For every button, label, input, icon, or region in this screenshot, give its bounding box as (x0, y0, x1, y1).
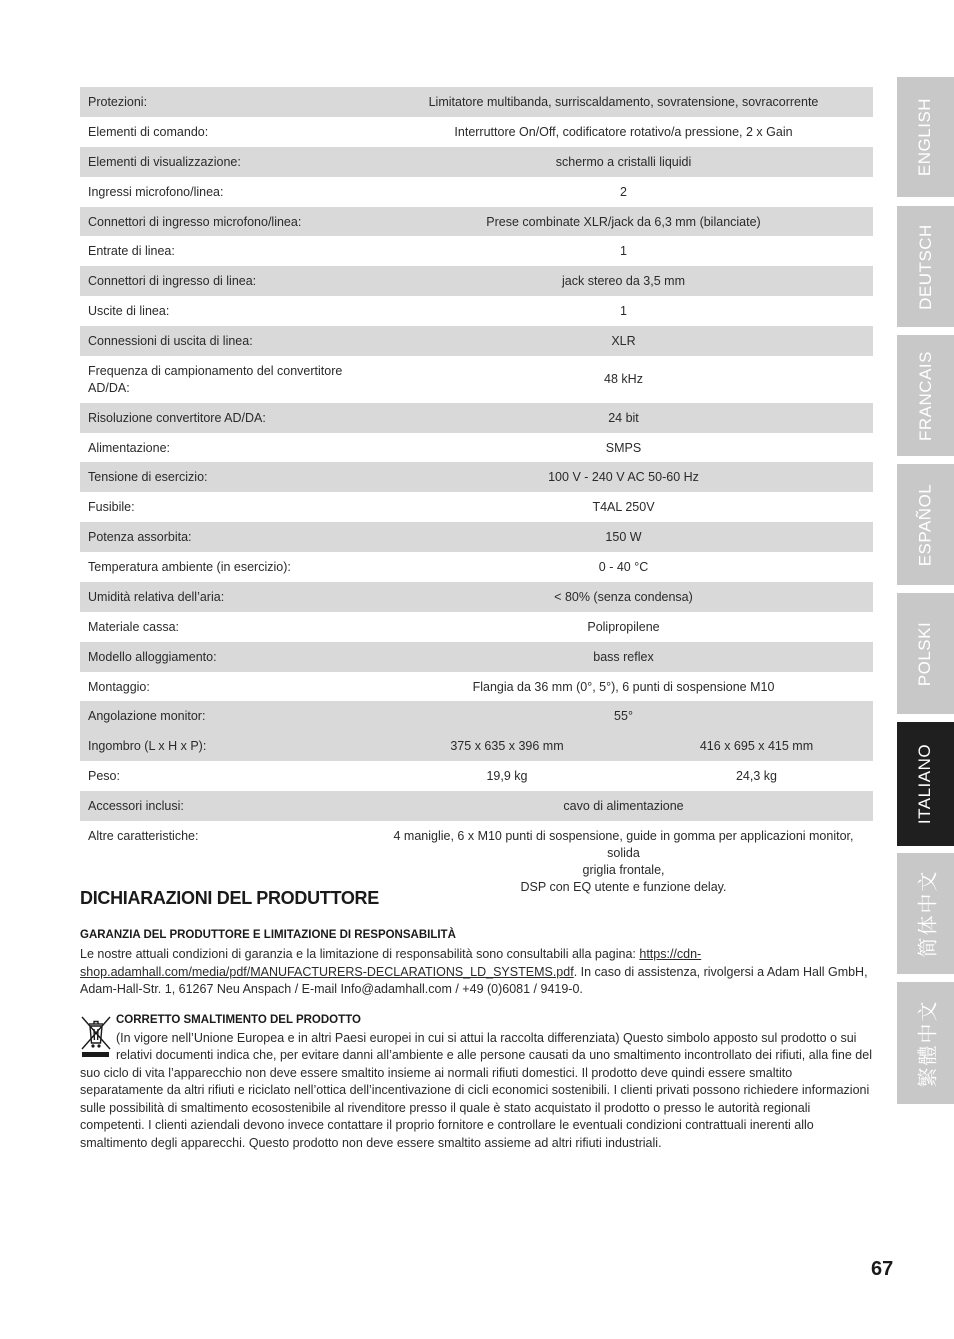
spec-value: 48 kHz (604, 372, 643, 387)
spec-value: bass reflex (374, 642, 873, 672)
spec-row (80, 147, 873, 177)
spec-value-model-a: 19,9 kg (486, 769, 528, 784)
spec-row (80, 87, 873, 117)
spec-label: Angolazione monitor: (80, 701, 374, 731)
spec-value: schermo a cristalli liquidi (374, 147, 873, 177)
spec-label: Alimentazione: (88, 440, 170, 455)
spec-label: Connettori di ingresso microfono/linea: (80, 207, 374, 237)
spec-value: T4AL 250V (592, 500, 655, 515)
warranty-text-part: . In caso di assistenza, rivolgersi a Adam Hall GmbH, Adam-Hall-Str. 1, 61267 Neu Anspach / E-mail Info@adamhall.com / +49 (0)6081 / 9419-0. (80, 964, 868, 996)
spec-value: 24 bit (374, 403, 873, 433)
spec-row (80, 356, 873, 403)
spec-value: Prese combinate XLR/jack da 6,3 mm (bilanciate) (374, 207, 873, 237)
section-title: DICHIARAZIONI DEL PRODUTTORE (80, 888, 379, 908)
spec-row (80, 612, 873, 642)
spec-label: Protezioni: (80, 87, 374, 117)
spec-row-dimensions (80, 731, 873, 761)
tab-label: ESPAÑOL (915, 483, 935, 566)
warranty-link[interactable]: https://cdn-shop.adamhall.com/media/pdf/MANUFACTURERS-DECLARATIONS_LD_SYSTEMS.pdf (80, 947, 702, 979)
spec-row (80, 701, 873, 731)
spec-row (80, 433, 873, 463)
spec-label: Fusibile: (88, 500, 135, 515)
tab-label: 简体中文 (915, 869, 939, 958)
tab-english[interactable] (897, 77, 954, 197)
spec-label: Ingressi microfono/linea: (88, 184, 224, 199)
tab-simplified-chinese[interactable] (897, 853, 954, 974)
spec-label: Ingombro (L x H x P): (80, 731, 374, 761)
spec-row (80, 177, 873, 207)
spec-value: Flangia da 36 mm (0°, 5°), 6 punti di sospensione M10 (472, 679, 775, 694)
spec-value: 1 (620, 304, 627, 319)
tab-traditional-chinese[interactable] (897, 982, 954, 1104)
spec-value: 100 V - 240 V AC 50-60 Hz (374, 462, 873, 492)
spec-row (80, 582, 873, 612)
spec-value: Limitatore multibanda, surriscaldamento, sovratensione, sovracorrente (374, 87, 873, 117)
spec-row (80, 296, 873, 326)
spec-label: Uscite di linea: (88, 304, 170, 319)
disposal-text (80, 1011, 873, 1152)
spec-label: Elementi di visualizzazione: (80, 147, 374, 177)
spec-label: Accessori inclusi: (80, 791, 374, 821)
spec-value: 1 (620, 244, 627, 259)
spec-value-line: DSP con EQ utente e funzione delay. (520, 879, 727, 894)
spec-value: XLR (374, 326, 873, 356)
spec-label: Peso: (88, 769, 120, 784)
spec-value: 150 W (374, 522, 873, 552)
spec-value: cavo di alimentazione (374, 791, 873, 821)
spec-row-weight (80, 761, 873, 791)
spec-label: Potenza assorbita: (80, 522, 374, 552)
spec-value-model-a: 375 x 635 x 396 mm (374, 731, 640, 761)
spec-row (80, 403, 873, 433)
warranty-text (80, 946, 873, 999)
spec-label: Risoluzione convertitore AD/DA: (80, 403, 374, 433)
spec-label: Connettori di ingresso di linea: (80, 266, 374, 296)
spec-value: jack stereo da 3,5 mm (374, 266, 873, 296)
spec-row (80, 492, 873, 522)
spec-value-model-b: 416 x 695 x 415 mm (640, 731, 873, 761)
spec-row (80, 207, 873, 237)
disposal-title: CORRETTO SMALTIMENTO DEL PRODOTTO (116, 1014, 361, 1026)
spec-value: 0 - 40 °C (598, 560, 649, 574)
spec-row (80, 552, 873, 582)
spec-row (80, 117, 873, 147)
spec-value (374, 821, 873, 902)
tab-espanol[interactable] (897, 464, 954, 585)
spec-row (80, 522, 873, 552)
warranty-text-part: Le nostre attuali condizioni di garanzia e la limitazione di responsabilità sono consultabili alla pagina: (80, 947, 640, 961)
spec-label: Tensione di esercizio: (80, 462, 374, 492)
spec-label: Connessioni di uscita di linea: (80, 326, 374, 356)
spec-label: Altre caratteristiche: (88, 828, 199, 843)
tab-polski[interactable] (897, 593, 954, 714)
tab-label: ENGLISH (915, 97, 935, 177)
tab-francais[interactable] (897, 335, 954, 456)
disposal-body: (In vigore nell’Unione Europea e in altri Paesi europei in cui si attui la raccolta differenziata) Questo simbolo apposto sul prodotto o sui relativi documenti indica che, per evitare danni all’ambiente e alle persone causati da uno smaltimento incontrollato dei rifiuti, alla fine del suo ciclo di vita l’apparecchio non deve essere smaltito insieme ai normali rifiuti domestici. Il prodotto deve quindi essere smaltito separatamente da altri rifiuti e riciclato nell’ottica dell’incentivazione di cicli economici sostenibili. I clienti privati possono richiedere informazioni sulle possibilità di smaltimento ecosostenibile al rivenditore presso il quale è stato acquistato il prodotto o presso le autorità regionali competenti. I clienti aziendali devono invece contattare il proprio fornitore e controllare le eventuali condizioni contrattuali inerenti allo smaltimento degli apparecchi. Questo prodotto non deve essere smaltito assieme ad altri rifiuti industriali. (80, 1030, 872, 1150)
tab-label: POLSKI (915, 621, 935, 686)
specifications-body (80, 87, 873, 731)
spec-value: 55° (374, 701, 873, 731)
specifications-table (80, 87, 873, 901)
spec-value: Polipropilene (587, 619, 660, 634)
spec-label: Frequenza di campionamento del convertitore AD/DA: (88, 363, 343, 395)
spec-row-accessories (80, 791, 873, 821)
spec-value-line: griglia frontale, (582, 862, 665, 877)
tab-label: ITALIANO (915, 743, 935, 825)
spec-label: Temperatura ambiente (in esercizio): (88, 560, 291, 574)
tab-label: DEUTSCH (915, 223, 935, 310)
page-number: 67 (871, 1258, 894, 1280)
spec-label: Umidità relativa dell’aria: (80, 582, 374, 612)
spec-value: 2 (620, 184, 627, 199)
spec-row (80, 326, 873, 356)
spec-label: Materiale cassa: (88, 619, 180, 634)
tab-italiano[interactable] (897, 722, 954, 846)
spec-label: Entrate di linea: (88, 244, 175, 259)
specifications-tail (80, 731, 873, 901)
spec-row (80, 266, 873, 296)
spec-row (80, 236, 873, 266)
spec-value-line: 4 maniglie, 6 x M10 punti di sospensione, guide in gomma per applicazioni monitor, solida (393, 828, 854, 860)
spec-label: Elementi di comando: (88, 124, 209, 139)
spec-value: Interruttore On/Off, codificatore rotativo/a pressione, 2 x Gain (454, 124, 793, 139)
spec-row (80, 642, 873, 672)
spec-row (80, 672, 873, 702)
tab-label: FRANCAIS (915, 350, 935, 441)
spec-row (80, 462, 873, 492)
spec-label: Modello alloggiamento: (80, 642, 374, 672)
warranty-title: GARANZIA DEL PRODUTTORE E LIMITAZIONE DI RESPONSABILITÀ (80, 929, 456, 941)
spec-value-model-b: 24,3 kg (735, 769, 777, 784)
spec-value: SMPS (605, 440, 642, 455)
tab-deutsch[interactable] (897, 206, 954, 327)
spec-value: < 80% (senza condensa) (374, 582, 873, 612)
tab-label: 繁體中文 (915, 999, 939, 1087)
spec-label: Montaggio: (88, 679, 150, 694)
